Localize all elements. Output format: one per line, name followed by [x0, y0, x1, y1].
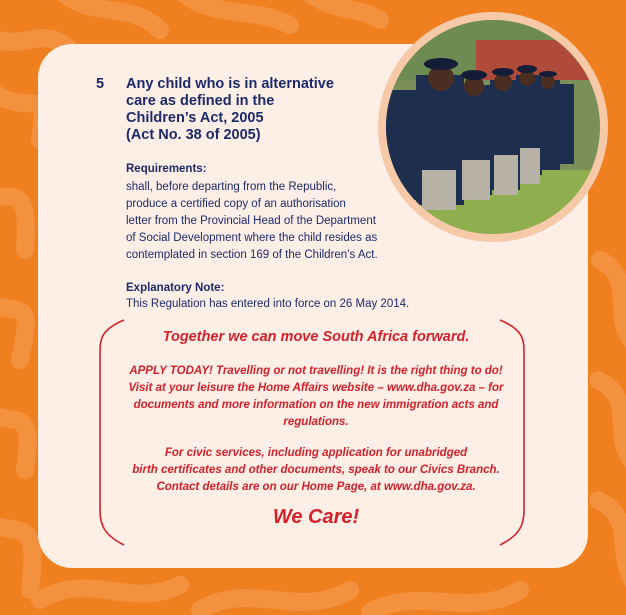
requirements-line: of Social Development where the child resides as: [126, 232, 378, 244]
civic-line: Contact details are on our Home Page, at www.dha.gov.za.: [156, 481, 476, 493]
apply-line: Visit at your leisure the Home Affairs website – www.dha.gov.za – for: [128, 382, 504, 394]
slogan: We Care!: [272, 506, 360, 528]
requirements-line: contemplated in section 169 of the Children’s Act.: [126, 249, 378, 261]
call-to-action: [96, 320, 536, 529]
explanatory-note-title: Explanatory Note:: [126, 282, 225, 294]
heading-line: care as defined in the: [126, 93, 275, 109]
heading-line: Children’s Act, 2005: [126, 110, 264, 126]
heading-line: (Act No. 38 of 2005): [126, 127, 261, 143]
civic-line: birth certificates and other documents, speak to our Civics Branch.: [132, 464, 500, 476]
cta-title: Together we can move South Africa forward.: [162, 329, 470, 345]
apply-paragraph: [96, 363, 536, 431]
requirements-line: shall, before departing from the Republic,: [126, 181, 337, 193]
requirements-line: produce a certified copy of an authorisation: [126, 198, 346, 210]
heading-line: Any child who is in alternative: [126, 76, 334, 92]
civic-line: For civic services, including application for unabridged: [164, 447, 468, 459]
requirements-line: letter from the Provincial Head of the Department: [126, 215, 376, 227]
civic-paragraph: [96, 445, 536, 496]
apply-line: documents and more information on the new immigration acts and: [133, 399, 499, 411]
apply-line: regulations.: [283, 416, 349, 428]
requirements-title: Requirements:: [126, 163, 207, 175]
section-number: 5: [96, 76, 105, 92]
explanatory-note-text: This Regulation has entered into force on 26 May 2014.: [126, 298, 410, 310]
apply-line: APPLY TODAY! Travelling or not travelling! It is the right thing to do!: [129, 365, 503, 377]
